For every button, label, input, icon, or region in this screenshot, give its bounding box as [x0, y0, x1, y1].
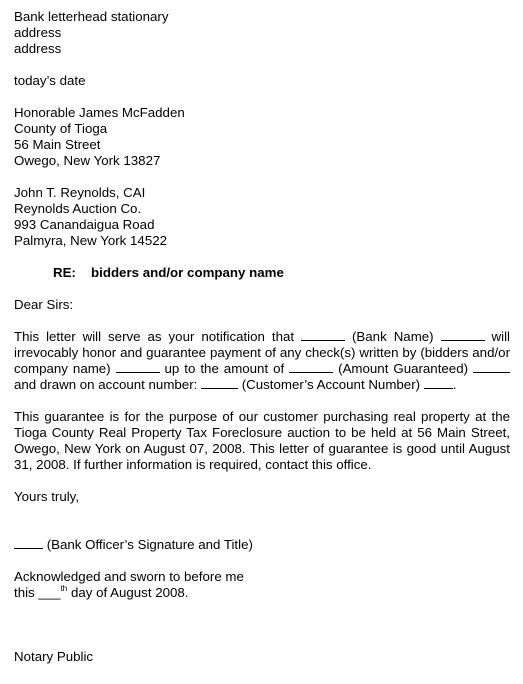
signature-blank	[14, 537, 43, 549]
recipient-2-city: Palmyra, New York 14522	[14, 233, 167, 248]
acknowledgement	[14, 569, 510, 601]
letter-page	[14, 9, 510, 665]
signature-label: (Bank Officer’s Signature and Title)	[43, 537, 253, 552]
signature-line	[14, 537, 510, 553]
acknowledgement-day-prefix: this ___	[14, 585, 61, 600]
recipient-1-city: Owego, New York 13827	[14, 153, 161, 168]
amount-guaranteed-blank	[473, 361, 510, 373]
bidder-blank	[116, 361, 160, 373]
para1-text-2: (Bank Name)	[345, 329, 441, 344]
letterhead-title: Bank letterhead stationary	[14, 9, 169, 24]
subject-label: RE:	[53, 265, 76, 280]
notification-paragraph	[14, 329, 510, 393]
salutation: Dear Sirs:	[14, 297, 74, 312]
para1-text-8: .	[452, 377, 457, 392]
recipient-1-name: Honorable James McFadden	[14, 105, 185, 120]
para1-text-4: up to the amount of	[159, 361, 290, 376]
recipient-1-street: 56 Main Street	[14, 137, 101, 152]
recipient-address-2	[14, 185, 510, 249]
para1-text-7: (Customer’s Account Number)	[238, 377, 424, 392]
acknowledgement-line-1: Acknowledged and sworn to before me	[14, 569, 244, 584]
notary-label: Notary Public	[14, 649, 94, 664]
letterhead	[14, 9, 510, 57]
subject-text: bidders and/or company name	[91, 265, 284, 280]
subject-line	[14, 265, 510, 281]
ordinal-suffix: th	[60, 584, 68, 593]
acknowledgement-day-suffix: day of August 2008.	[67, 585, 189, 600]
recipient-2-name: John T. Reynolds, CAI	[14, 185, 146, 200]
account-number-blank	[201, 377, 238, 389]
purpose-paragraph: This guarantee is for the purpose of our customer purchasing real property at the Tioga County Real Property Tax Foreclosure auction to be held at 56 Main Street, Owego, New York on August 07, 2008. This letter of guarantee is good until August 31, 2008. If further information is required, contact this office.	[14, 409, 510, 472]
closing: Yours truly,	[14, 489, 80, 504]
recipient-2-org: Reynolds Auction Co.	[14, 201, 142, 216]
customer-account-blank	[424, 377, 453, 389]
letterhead-address-1: address	[14, 25, 62, 40]
bank-name-blank	[301, 329, 345, 341]
para1-text-3: will irrevocably honor and guarantee payment of any check(s) written by (bidders and/or company name)	[14, 329, 510, 376]
recipient-address-1	[14, 105, 510, 169]
letterhead-address-2: address	[14, 41, 62, 56]
para1-text-1: This letter will serve as your notification that	[14, 329, 302, 344]
acknowledgement-line-2	[14, 585, 510, 601]
recipient-2-street: 993 Canandaigua Road	[14, 217, 155, 232]
recipient-1-org: County of Tioga	[14, 121, 108, 136]
para1-text-5: (Amount Guaranteed)	[333, 361, 473, 376]
amount-blank	[289, 361, 333, 373]
para1-text-6: and drawn on account number:	[14, 377, 202, 392]
bank-name-blank-2	[441, 329, 485, 341]
letter-date: today’s date	[14, 73, 86, 88]
